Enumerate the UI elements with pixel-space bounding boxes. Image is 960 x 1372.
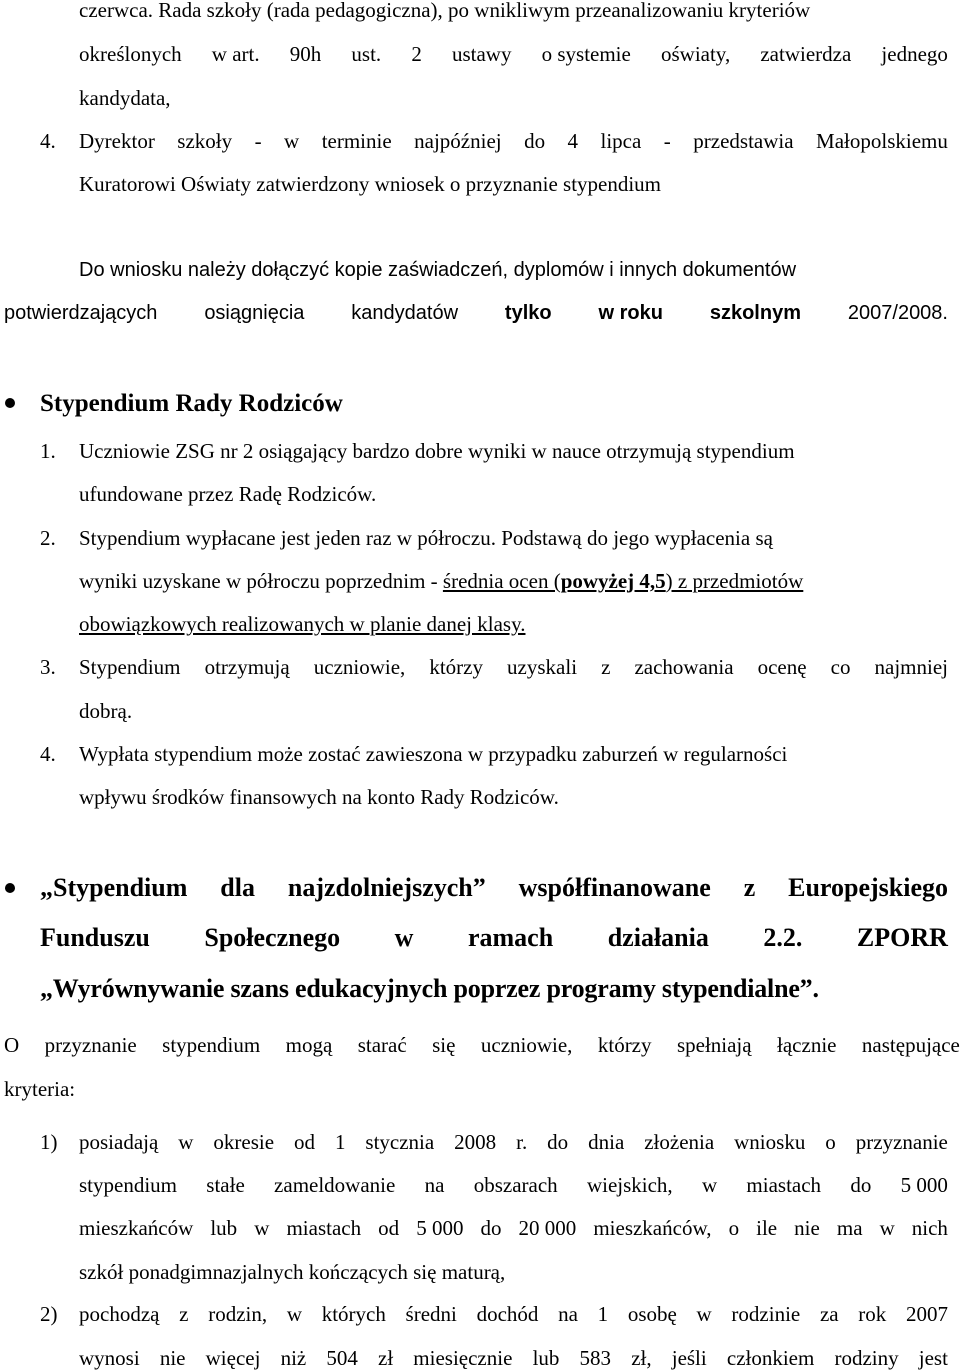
word: stypendium — [162, 1033, 261, 1057]
word: terminie — [321, 129, 392, 153]
word: określonych — [79, 42, 182, 66]
word: Małopolskiemu — [816, 129, 948, 153]
word: na — [558, 1302, 578, 1326]
word: 2007 — [906, 1302, 948, 1326]
word: rok — [858, 1302, 887, 1326]
word: do — [850, 1173, 872, 1197]
word: niż — [280, 1346, 307, 1370]
text-line-justified — [79, 131, 948, 152]
word: przedstawia — [693, 129, 794, 153]
word: mieszkańców, — [593, 1216, 712, 1240]
word: lipca — [600, 129, 642, 153]
word: 20 000 — [518, 1216, 577, 1240]
word: rodzin, — [208, 1302, 268, 1326]
list-number: 4. — [40, 129, 56, 153]
text-line-justified — [79, 657, 948, 678]
word: stycznia — [365, 1130, 435, 1154]
bold-word: w roku — [598, 302, 663, 324]
list-number: 1. — [40, 439, 56, 463]
word: zł, — [631, 1346, 652, 1370]
bold-word: szkolnym — [709, 302, 801, 324]
word: nie — [159, 1346, 186, 1370]
section-heading-line — [40, 875, 948, 901]
word: w art. — [211, 42, 260, 66]
word: działania — [607, 923, 709, 952]
word: członkiem — [726, 1346, 815, 1370]
text-line-justified — [79, 1304, 948, 1325]
word: 2008 — [454, 1130, 497, 1154]
text-line-justified — [79, 1132, 948, 1153]
text-line: kandydata, — [79, 86, 171, 110]
word: do — [480, 1216, 502, 1240]
word: dnia — [588, 1130, 625, 1154]
word: miastach — [286, 1216, 362, 1240]
underlined-text-line: obowiązkowych realizowanych w planie danej klasy. — [79, 612, 526, 636]
bold-word: tylko — [504, 302, 552, 324]
word: okresie — [213, 1130, 275, 1154]
list-number: 1) — [40, 1130, 58, 1154]
word: za — [819, 1302, 839, 1326]
word: wiejskich, — [586, 1173, 673, 1197]
word: uczniowie, — [480, 1033, 573, 1057]
word: z — [179, 1302, 189, 1326]
word: do — [524, 129, 546, 153]
word: od — [294, 1130, 315, 1154]
text-line-justified — [79, 44, 948, 65]
word: ZPORR — [856, 923, 948, 952]
list-number: 3. — [40, 655, 56, 679]
text-line: kryteria: — [4, 1077, 76, 1101]
word: - — [254, 129, 262, 153]
word: których — [321, 1302, 386, 1326]
word: dochód — [476, 1302, 539, 1326]
text-line: Kuratorowi Oświaty zatwierdzony wniosek o przyznanie stypendium — [79, 172, 662, 196]
word: nie — [794, 1216, 820, 1240]
text-line: szkół ponadgimnazjalnych kończących się maturą, — [79, 1260, 506, 1284]
word: Funduszu — [40, 923, 150, 952]
word: w — [254, 1216, 270, 1240]
word: w — [696, 1302, 712, 1326]
word: złożenia — [644, 1130, 715, 1154]
word: do — [547, 1130, 569, 1154]
text-line: wpływu środków finansowych na konto Rady Rodziców. — [79, 785, 559, 809]
word: zameldowanie — [274, 1173, 396, 1197]
word: dla — [220, 873, 255, 902]
word: w — [284, 129, 300, 153]
word: najzdolniejszych” — [287, 873, 486, 902]
list-number: 2. — [40, 526, 56, 550]
underlined-text: ) z przedmiotów — [665, 569, 804, 593]
word: „Stypendium — [40, 873, 188, 902]
word: o — [825, 1130, 836, 1154]
section-heading-line — [40, 925, 948, 951]
word: oświaty, — [660, 42, 731, 66]
word: stałe — [206, 1173, 245, 1197]
word: Społecznego — [204, 923, 341, 952]
word: którzy — [597, 1033, 652, 1057]
word: więcej — [205, 1346, 261, 1370]
word: ramach — [467, 923, 554, 952]
word: 1 — [334, 1130, 346, 1154]
word: od — [378, 1216, 400, 1240]
word: ma — [836, 1216, 863, 1240]
word: z — [743, 873, 756, 902]
word: r. — [516, 1130, 528, 1154]
word: zachowania — [634, 655, 734, 679]
word: co — [830, 655, 851, 679]
word: O — [4, 1033, 20, 1057]
word: 4 — [567, 129, 579, 153]
text-line: Uczniowie ZSG nr 2 osiągający bardzo dobre wyniki w nauce otrzymują stypendium — [79, 439, 795, 463]
word: ile — [756, 1216, 778, 1240]
word: nich — [911, 1216, 948, 1240]
word: o systemie — [541, 42, 631, 66]
word: wniosku — [734, 1130, 806, 1154]
word: miastach — [746, 1173, 822, 1197]
word: przyznanie — [855, 1130, 948, 1154]
word: otrzymują — [204, 655, 290, 679]
list-number: 4. — [40, 742, 56, 766]
word: starać — [357, 1033, 407, 1057]
text-line — [79, 571, 803, 592]
word: pochodzą — [79, 1302, 160, 1326]
word: o — [728, 1216, 740, 1240]
word: jednego — [881, 42, 948, 66]
text-line: Wypłata stypendium może zostać zawieszona w przypadku zaburzeń w regularności — [79, 742, 788, 766]
word: w — [879, 1216, 895, 1240]
underlined-text: średnia ocen ( — [442, 569, 561, 593]
word: 583 — [579, 1346, 612, 1370]
text-line: Stypendium wypłacane jest jeden raz w półroczu. Podstawą do jego wypłacenia są — [79, 526, 773, 550]
word: w — [178, 1130, 194, 1154]
bullet-icon — [5, 398, 15, 408]
word: najmniej — [874, 655, 948, 679]
text-line: dobrą. — [79, 699, 133, 723]
word: wynosi — [79, 1346, 140, 1370]
word: się — [432, 1033, 456, 1057]
word: 5 000 — [900, 1173, 948, 1197]
word: ust. — [351, 42, 382, 66]
text-line-justified — [79, 1218, 948, 1239]
text-line: czerwca. Rada szkoły (rada pedagogiczna), po wnikliwym przeanalizowaniu kryteriów — [79, 0, 811, 22]
word: najpóźniej — [414, 129, 502, 153]
word: na — [424, 1173, 445, 1197]
word: mogą — [285, 1033, 333, 1057]
word: obszarach — [473, 1173, 558, 1197]
underlined-bold-text: powyżej 4,5 — [560, 569, 666, 593]
word: ustawy — [451, 42, 512, 66]
word: mieszkańców — [79, 1216, 194, 1240]
word: miesięcznie — [413, 1346, 513, 1370]
word: uczniowie, — [313, 655, 406, 679]
text-line-justified — [79, 1348, 948, 1369]
word: rodzinie — [731, 1302, 801, 1326]
word: 504 — [326, 1346, 358, 1370]
word: 1 — [597, 1302, 609, 1326]
word: w — [286, 1302, 302, 1326]
word: 90h — [289, 42, 322, 66]
word: którzy — [429, 655, 483, 679]
text-line-justified — [79, 1175, 948, 1196]
word: Dyrektor — [79, 129, 155, 153]
word: spełniają — [676, 1033, 752, 1057]
word: Europejskiego — [788, 873, 948, 902]
word: potwierdzających — [4, 302, 158, 324]
word: jeśli — [671, 1346, 707, 1370]
word: w — [394, 923, 414, 952]
word: z — [601, 655, 611, 679]
word: 2 — [411, 42, 422, 66]
word: następujące — [861, 1033, 960, 1057]
word: rodziny — [834, 1346, 899, 1370]
word: zł — [378, 1346, 394, 1370]
word: osiągnięcia — [204, 302, 305, 324]
word: łącznie — [777, 1033, 837, 1057]
word: jest — [918, 1346, 948, 1370]
word: Stypendium — [79, 655, 181, 679]
word: lub — [532, 1346, 560, 1370]
word: 2007/2008. — [847, 302, 948, 324]
word: przyznanie — [44, 1033, 137, 1057]
section-heading: Stypendium Rady Rodziców — [40, 390, 343, 417]
word: ocenę — [757, 655, 807, 679]
word: średni — [405, 1302, 457, 1326]
text-segment: wyniki uzyskane w półroczu poprzednim - — [79, 569, 443, 593]
attach-paragraph-line: Do wniosku należy dołączyć kopie zaświadczeń, dyplomów i innych dokumentów — [79, 259, 797, 281]
word: w — [701, 1173, 718, 1197]
word: 2.2. — [763, 923, 803, 952]
word: osobę — [627, 1302, 677, 1326]
attach-paragraph-line-2 — [4, 303, 948, 323]
section-heading-line: „Wyrównywanie szans edukacyjnych poprzez programy stypendialne”. — [40, 974, 819, 1003]
bullet-icon — [5, 883, 15, 893]
word: współfinanowane — [518, 873, 711, 902]
word: zatwierdza — [760, 42, 852, 66]
word: posiadają — [79, 1130, 159, 1154]
word: lub — [210, 1216, 238, 1240]
list-number: 2) — [40, 1302, 58, 1326]
text-line: ufundowane przez Radę Rodziców. — [79, 482, 377, 506]
word: kandydatów — [351, 302, 459, 324]
word: szkoły — [177, 129, 233, 153]
word: 5 000 — [416, 1216, 464, 1240]
word: uzyskali — [507, 655, 578, 679]
text-line-justified — [4, 1035, 960, 1056]
word: stypendium — [79, 1173, 177, 1197]
word: - — [663, 129, 671, 153]
